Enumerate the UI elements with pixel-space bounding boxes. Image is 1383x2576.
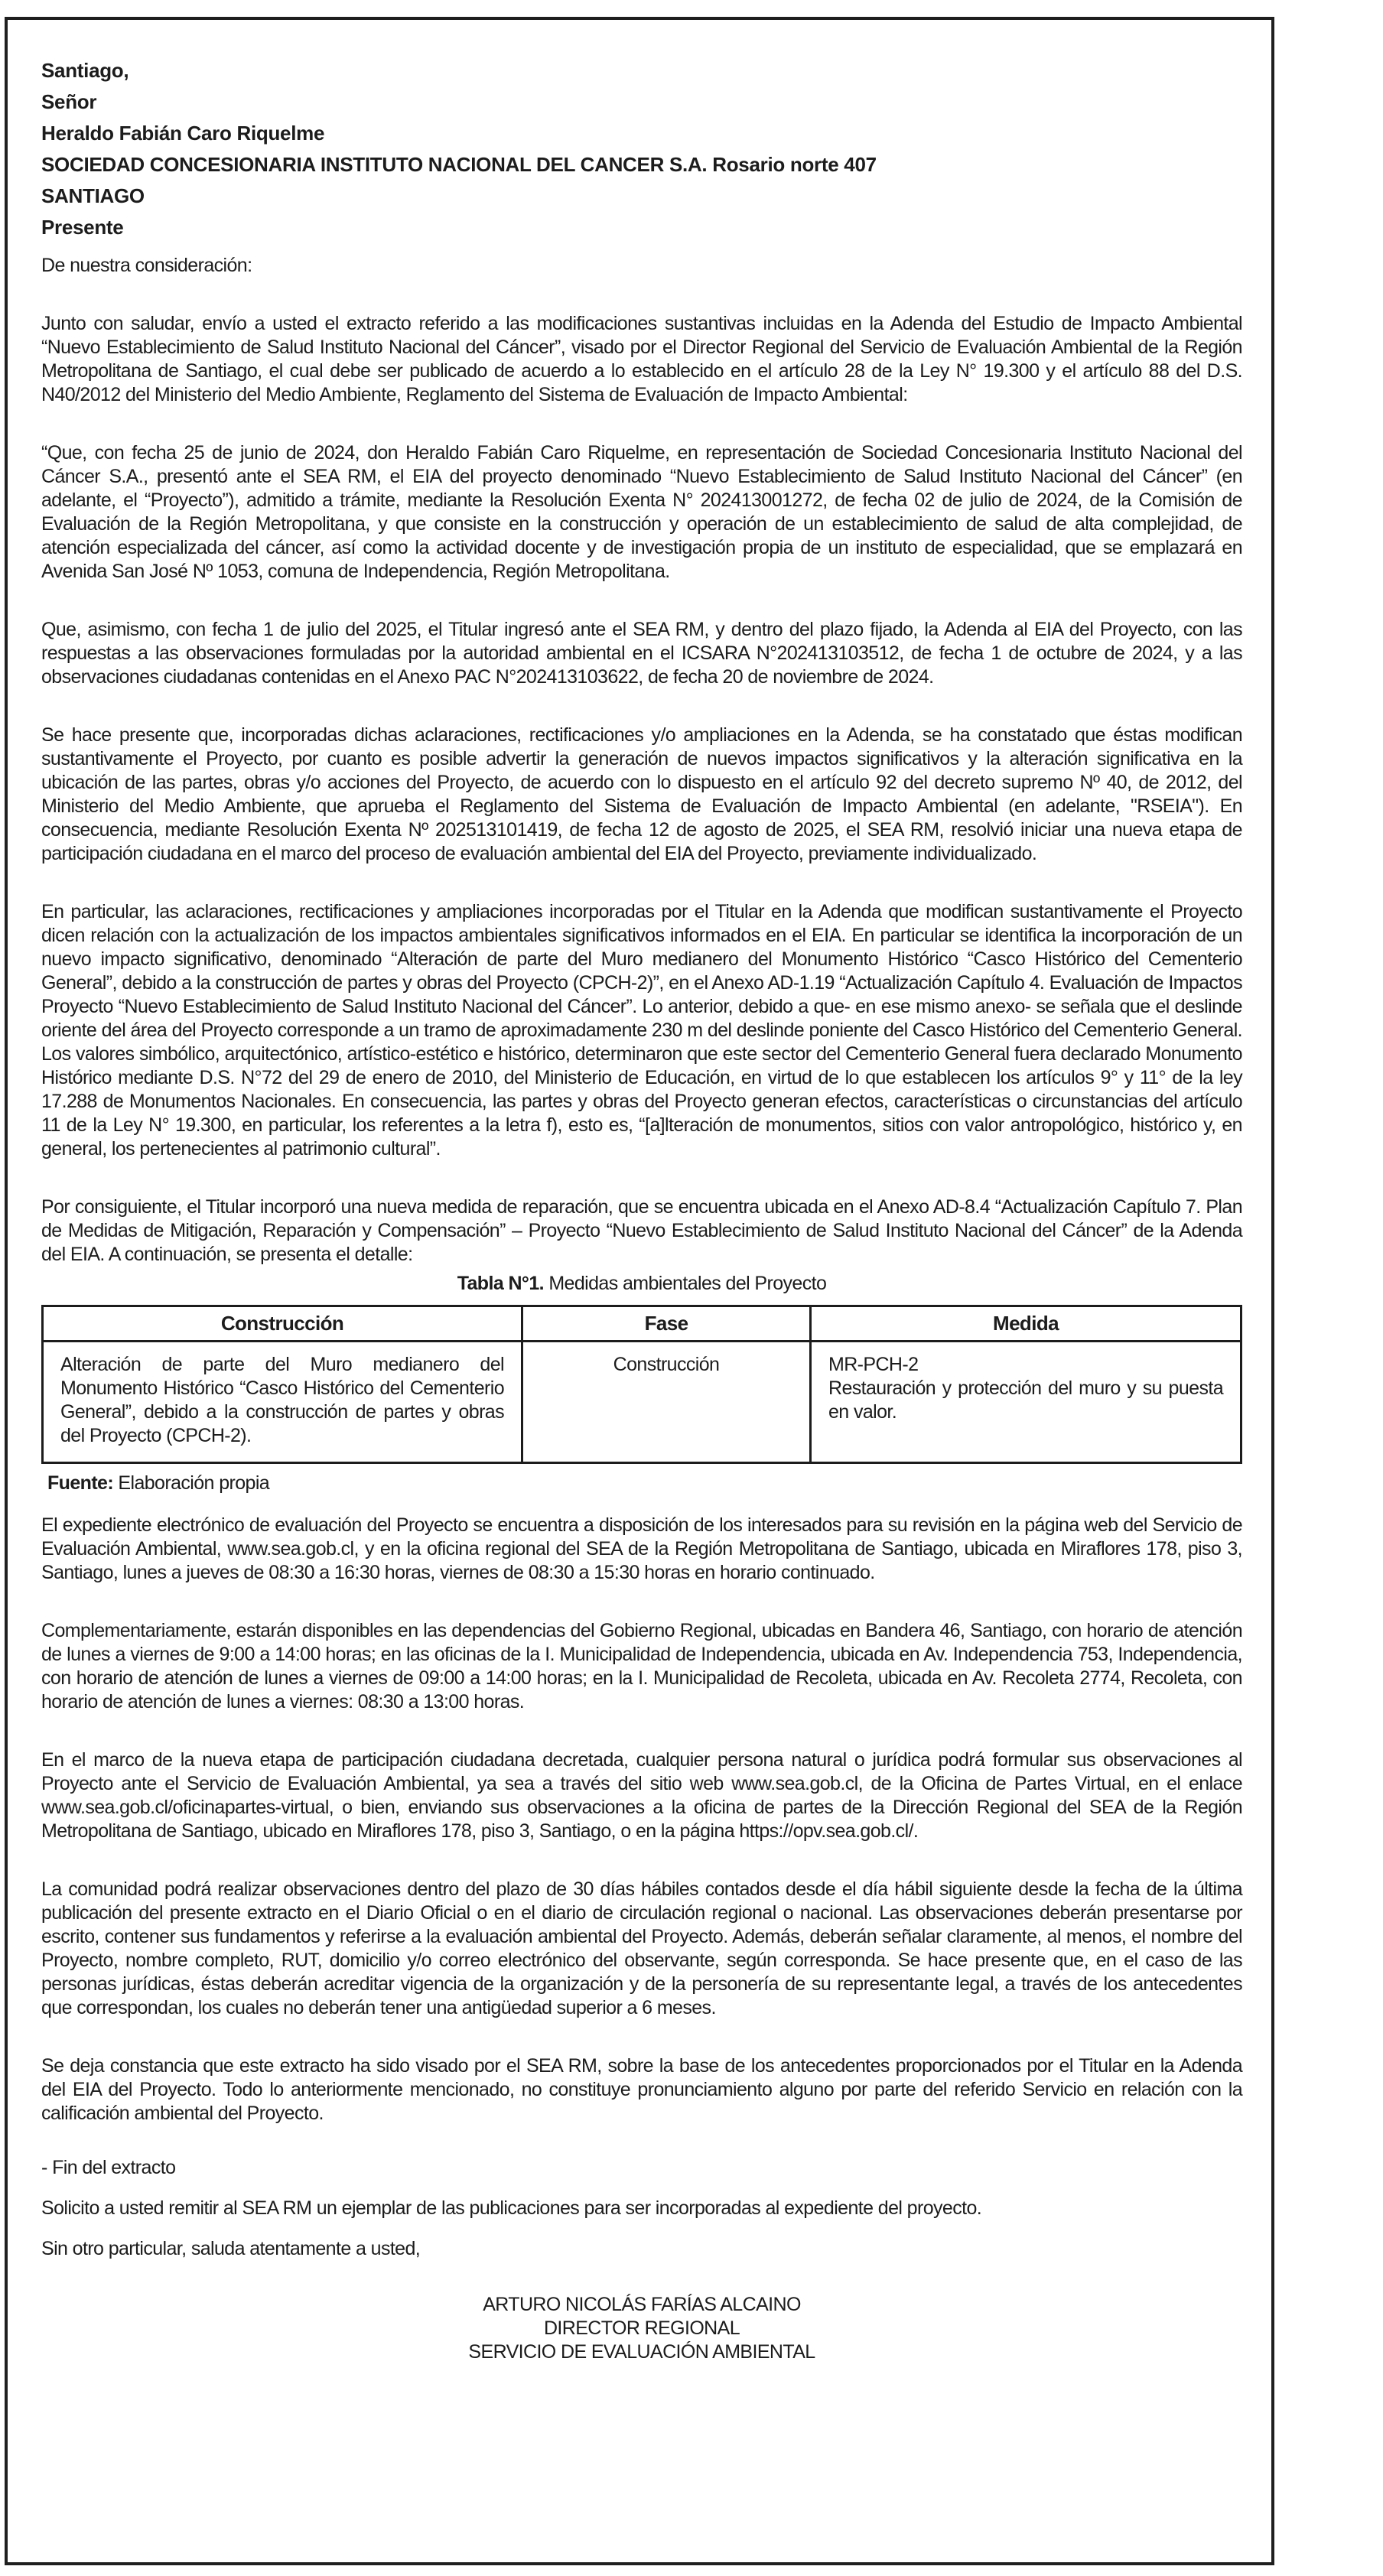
table-caption-label: Tabla N°1. [457, 1273, 544, 1294]
measure-code: MR-PCH-2 [828, 1354, 919, 1375]
table-cell-measure [811, 1342, 1241, 1463]
table-header-row [43, 1306, 1241, 1342]
place-line: Santiago, [41, 59, 129, 82]
paragraph-extract-5: Por consiguiente, el Titular incorporó una nueva medida de reparación, que se encuentra ubicada en el Anexo AD-8.4 “Actualización Capítulo 7. Plan de Medidas de Mitigación, Reparación y Compensación” – Proyecto “Nuevo Establecimiento de Salud Instituto Nacional del Cáncer” de la Adenda del EIA. A continuación, se presenta el detalle: [41, 1196, 1242, 1265]
paragraph-extract-1: “Que, con fecha 25 de junio de 2024, don Heraldo Fabián Caro Riquelme, en representación de Sociedad Concesionaria Instituto Nacional del Cáncer S.A., presentó ante el SEA RM, el EIA del proyecto denominado “Nuevo Establecimiento de Salud Instituto Nacional del Cáncer” (en adelante, el “Proyecto”), admitido a trámite, mediante la Resolución Exenta N° 202413001272, de fecha 02 de julio de 2024, de la Comisión de Evaluación de la Región Metropolitana, y que consiste en la construcción y operación de un establecimiento de salud de alta complejidad, de atención especializada del cáncer, así como la actividad docente y de investigación propia de un instituto de especialidad, que se emplazará en Avenida San José Nº 1053, comuna de Independencia, Región Metropolitana. [41, 442, 1242, 582]
table-source [47, 1472, 1242, 1495]
table-header-medida: Medida [811, 1306, 1241, 1342]
signer-title: DIRECTOR REGIONAL [543, 2317, 740, 2339]
document-body [41, 55, 1242, 2364]
table-source-label: Fuente: [47, 1472, 114, 1494]
table-caption-text: Medidas ambientales del Proyecto [543, 1273, 827, 1294]
presente-line: Presente [41, 216, 124, 239]
measure-description: Restauración y protección del muro y su puesta en valor. [828, 1377, 1223, 1423]
request-line: Solicito a usted remitir al SEA RM un ejemplar de las publicaciones para ser incorporadas al expediente del proyecto. [41, 2197, 982, 2219]
paragraph-constancy: Se deja constancia que este extracto ha sido visado por el SEA RM, sobre la base de los antecedentes proporcionados por el Titular en la Adenda del EIA del Proyecto. Todo lo anteriormente mencionado, no constituye pronunciamiento alguno por parte del referido Servicio en relación con la calificación ambiental del Proyecto. [41, 2055, 1242, 2124]
recipient-city: SANTIAGO [41, 184, 145, 207]
end-of-extract: - Fin del extracto [41, 2157, 176, 2178]
paragraph-extract-3: Se hace presente que, incorporadas dichas aclaraciones, rectificaciones y/o ampliaciones en la Adenda, se ha constatado que éstas modifican sustantivamente el Proyecto, por cuanto es posible advertir la generación de nuevos impactos significativos y la alteración significativa en la ubicación de las partes, obras y/o acciones del Proyecto, de acuerdo con lo dispuesto en el artículo 92 del decreto supremo Nº 40, de 2012, del Ministerio del Medio Ambiente, que aprueba el Reglamento del Sistema de Evaluación de Impacto Ambiental (en adelante, "RSEIA"). En consecuencia, mediante Resolución Exenta Nº 202513101419, de fecha 12 de agosto de 2025, el SEA RM, resolvió iniciar una nueva etapa de participación ciudadana en el marco del proceso de evaluación ambiental del EIA del Proyecto, previamente individualizado. [41, 724, 1242, 864]
paragraph-observations: En el marco de la nueva etapa de participación ciudadana decretada, cualquier persona natural o jurídica podrá formular sus observaciones al Proyecto ante el Servicio de Evaluación Ambiental, ya sea a través del sitio web www.sea.gob.cl, de la Oficina de Partes Virtual, en el enlace www.sea.gob.cl/oficinapartes-virtual, o bien, enviando sus observaciones a la oficina de partes de la Dirección Regional del SEA de la Región Metropolitana de Santiago, ubicado en Miraflores 178, piso 3, Santiago, o en la página https://opv.sea.gob.cl/. [41, 1749, 1242, 1842]
signature-block [41, 2293, 1242, 2364]
paragraph-community: La comunidad podrá realizar observaciones dentro del plazo de 30 días hábiles contados desde el día hábil siguiente desde la fecha de la última publicación del presente extracto en el Diario Oficial o en el diario de circulación regional o nacional. Las observaciones deberán presentarse por escrito, contener sus fundamentos y referirse a la evaluación ambiental del Proyecto. Además, deberán señalar claramente, al menos, el nombre del Proyecto, nombre completo, RUT, domicilio y/o correo electrónico del observante, según corresponda. Se hace presente que, en el caso de las personas jurídicas, éstas deberán acreditar vigencia de la organización y de la personería de su representante legal, a través de los antecedentes que correspondan, los cuales no deberán tener una antigüedad superior a 6 meses. [41, 1878, 1242, 2018]
table-cell-phase: Construcción [522, 1342, 811, 1463]
measures-table [41, 1305, 1242, 1464]
paragraph-expediente: El expediente electrónico de evaluación del Proyecto se encuentra a disposición de los interesados para su revisión en la página web del Servicio de Evaluación Ambiental, www.sea.gob.cl, y en la oficina regional del SEA de la Región Metropolitana de Santiago, ubicada en Miraflores 178, piso 3, Santiago, lunes a jueves de 08:30 a 16:30 horas, viernes de 08:30 a 15:30 horas en horario continuado. [41, 1514, 1242, 1583]
table-header-construccion: Construcción [43, 1306, 522, 1342]
letter-header [41, 55, 1242, 243]
recipient-company: SOCIEDAD CONCESIONARIA INSTITUTO NACIONAL DEL CANCER S.A. Rosario norte 407 [41, 153, 877, 176]
signer-name: ARTURO NICOLÁS FARÍAS ALCAINO [483, 2294, 801, 2315]
recipient-name: Heraldo Fabián Caro Riquelme [41, 122, 325, 145]
table-cell-impact: Alteración de parte del Muro medianero del Monumento Histórico “Casco Histórico del Cementerio General”, debido a la construcción de partes y obras del Proyecto (CPCH-2). [43, 1342, 522, 1463]
salutation-line: Señor [41, 90, 97, 113]
closing-line: Sin otro particular, saluda atentamente a usted, [41, 2238, 421, 2259]
table-source-text: Elaboración propia [113, 1472, 270, 1494]
paragraph-extract-2: Que, asimismo, con fecha 1 de julio del 2025, el Titular ingresó ante el SEA RM, y dentro del plazo fijado, la Adenda al EIA del Proyecto, con las respuestas a las observaciones formuladas por la autoridad ambiental en el ICSARA N°202413103512, de fecha 1 de octubre de 2024, y a las observaciones ciudadanas contenidas en el Anexo PAC N°202413103622, de fecha 20 de noviembre de 2024. [41, 619, 1242, 688]
paragraph-complementary: Complementariamente, estarán disponibles en las dependencias del Gobierno Regional, ubicadas en Bandera 46, Santiago, con horario de atención de lunes a viernes de 9:00 a 14:00 horas; en las oficinas de la I. Municipalidad de Independencia, ubicada en Av. Independencia 753, Independencia, con horario de atención de lunes a viernes de 09:00 a 14:00 horas; en la I. Municipalidad de Recoleta, ubicada en Av. Recoleta 2774, Recoleta, con horario de atención de lunes a viernes: 08:30 a 13:00 horas. [41, 1620, 1242, 1712]
signer-organization: SERVICIO DE EVALUACIÓN AMBIENTAL [468, 2341, 815, 2363]
paragraph-extract-4: En particular, las aclaraciones, rectificaciones y ampliaciones incorporadas por el Titular en la Adenda que modifican sustantivamente el Proyecto dicen relación con la actualización de los impactos ambientales significativos informados en el EIA. En particular se identifica la incorporación de un nuevo impacto significativo, denominado “Alteración de parte del Muro medianero del Monumento Histórico “Casco Histórico del Cementerio General”, debido a la construcción de partes y obras del Proyecto (CPCH-2)”, en el Anexo AD-1.19 “Actualización Capítulo 4. Evaluación de Impactos Proyecto “Nuevo Establecimiento de Salud Instituto Nacional del Cáncer”. Lo anterior, debido a que- en ese mismo anexo- se señala que el deslinde oriente del área del Proyecto corresponde a un tramo de aproximadamente 230 m del deslinde poniente del Casco Histórico del Cementerio General. Los valores simbólico, arquitectónico, artístico-estético e histórico, determinaron que este sector del Cementerio General fuera declarado Monumento Histórico mediante D.S. N°72 del 29 de enero de 2010, del Ministerio de Educación, en virtud de lo que establecen los artículos 9° y 11° de la ley 17.288 de Monumentos Nacionales. En consecuencia, las partes y obras del Proyecto generan efectos, características o circunstancias del artículo 11 de la Ley N° 19.300, en particular, los referentes a la letra f), esto es, “[a]lteración de monumentos, sitios con valor antropológico, histórico y, en general, los pertenecientes al patrimonio cultural”. [41, 901, 1242, 1160]
greeting: De nuestra consideración: [41, 255, 252, 276]
table-row [43, 1342, 1241, 1463]
paragraph-intro: Junto con saludar, envío a usted el extracto referido a las modificaciones sustantivas incluidas en la Adenda del Estudio de Impacto Ambiental “Nuevo Establecimiento de Salud Instituto Nacional del Cáncer”, visado por el Director Regional del Servicio de Evaluación Ambiental de la Región Metropolitana de Santiago, el cual debe ser publicado de acuerdo a lo establecido en el artículo 28 de la Ley N° 19.300 y el artículo 88 del D.S. N40/2012 del Ministerio del Medio Ambiente, Reglamento del Sistema de Evaluación de Impacto Ambiental: [41, 313, 1242, 405]
table-caption [41, 1272, 1242, 1296]
table-header-fase: Fase [522, 1306, 811, 1342]
